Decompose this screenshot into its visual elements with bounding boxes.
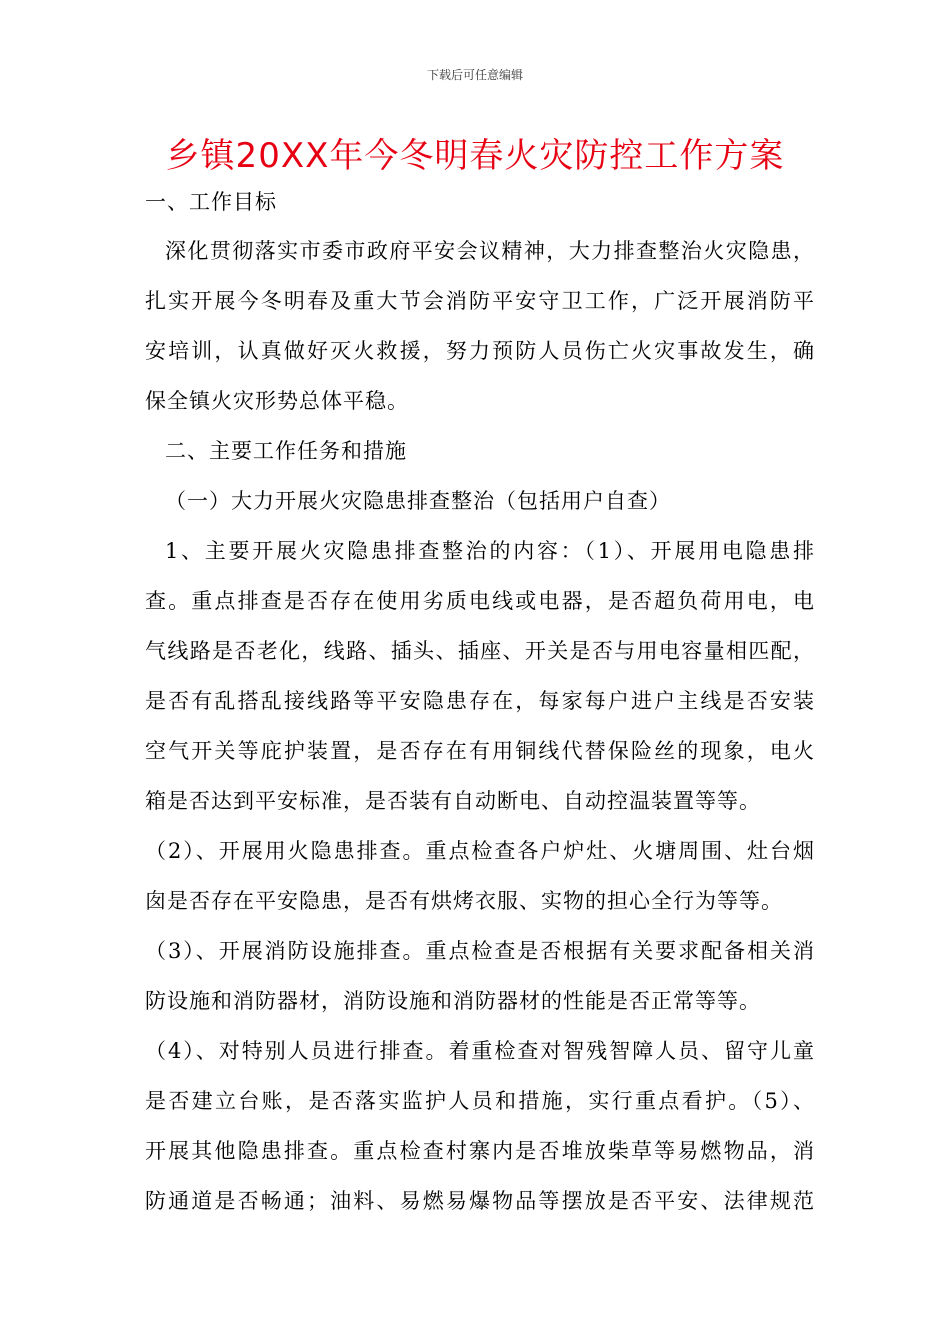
paragraph-line: 深化贯彻落实市委市政府平安会议精神，大力排查整治火灾隐患， bbox=[165, 239, 815, 263]
header-note: 下载后可任意编辑 bbox=[426, 68, 523, 82]
paragraph-line: 是否建立台账，是否落实监护人员和措施，实行重点看护。（5）、 bbox=[145, 1089, 815, 1113]
paragraph-line: 空气开关等庇护装置，是否存在有用铜线代替保险丝的现象，电火 bbox=[145, 739, 815, 763]
paragraph-line: 箱是否达到平安标准，是否装有自动断电、自动控温装置等等。 bbox=[145, 789, 761, 813]
paragraph-line: 防设施和消防器材，消防设施和消防器材的性能是否正常等等。 bbox=[145, 989, 761, 1013]
paragraph-line: （3）、开展消防设施排查。重点检查是否根据有关要求配备相关消 bbox=[145, 939, 815, 963]
document-title: 乡镇20XX年今冬明春火灾防控工作方案 bbox=[165, 136, 785, 176]
paragraph-line: （2）、开展用火隐患排查。重点检查各户炉灶、火塘周围、灶台烟 bbox=[145, 839, 815, 863]
paragraph-line: 安培训，认真做好灭火救援，努力预防人员伤亡火灾事故发生，确 bbox=[145, 339, 815, 363]
paragraph-line: 气线路是否老化，线路、插头、插座、开关是否与用电容量相匹配， bbox=[145, 639, 815, 663]
paragraph-line: 开展其他隐患排查。重点检查村寨内是否堆放柴草等易燃物品，消 bbox=[145, 1139, 815, 1163]
paragraph-line: 囱是否存在平安隐患，是否有烘烤衣服、实物的担心全行为等等。 bbox=[145, 889, 783, 913]
paragraph-line: 查。重点排查是否存在使用劣质电线或电器，是否超负荷用电，电 bbox=[145, 589, 815, 613]
paragraph-line: 保全镇火灾形势总体平稳。 bbox=[145, 389, 409, 413]
section-heading-2: 二、主要工作任务和措施 bbox=[165, 439, 407, 463]
section-heading-1: 一、工作目标 bbox=[145, 190, 277, 214]
paragraph-line: （4）、对特别人员进行排查。着重检查对智残智障人员、留守儿童 bbox=[145, 1039, 815, 1063]
paragraph-line: 是否有乱搭乱接线路等平安隐患存在，每家每户进户主线是否安装 bbox=[145, 689, 815, 713]
paragraph-line: 1、主要开展火灾隐患排查整治的内容：（1）、开展用电隐患排 bbox=[165, 539, 815, 563]
paragraph-line: 扎实开展今冬明春及重大节会消防平安守卫工作，广泛开展消防平 bbox=[145, 289, 815, 313]
subsection-heading: （一）大力开展火灾隐患排查整治（包括用户自查） bbox=[165, 489, 671, 513]
paragraph-line: 防通道是否畅通；油料、易燃易爆物品等摆放是否平安、法律规范 bbox=[145, 1189, 815, 1213]
